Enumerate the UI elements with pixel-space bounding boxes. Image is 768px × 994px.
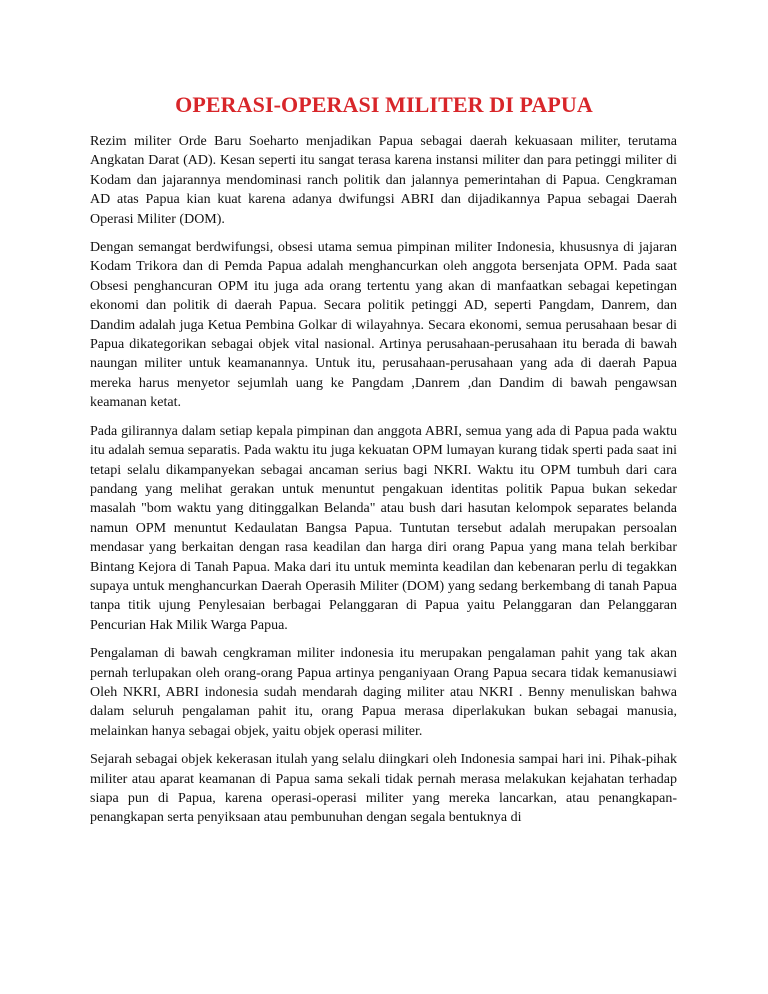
paragraph-3: Pada gilirannya dalam setiap kepala pimpinan dan anggota ABRI, semua yang ada di Papua pada waktu itu adalah semua separatis. Pada waktu itu juga kekuatan OPM lumayan kurang tidak sperti pada saat ini tetapi selalu dikampanyekan sebagai ancaman serius bagi NKRI. Waktu itu OPM tumbuh dari cara pandang yang melihat gerakan untuk menuntut pengakuan identitas politik Papua bukan sekedar masalah "bom waktu yang ditinggalkan Belanda" atau bush dari hasutan kelompok separates belanda namun OPM menuntut Kedaulatan Bangsa Papua. Tuntutan tersebut adalah merupakan persoalan mendasar yang berkaitan dengan rasa keadilan dan harga diri orang Papua yang mana telah berkibar Bintang Kejora di Tanah Papua. Maka dari itu untuk meminta keadilan dan kebenaran perlu di tegakkan supaya untuk menghancurkan Daerah Operasih Militer (DOM) yang sedang berkembang di tanah Papua tanpa titik ujung Penylesaian berbagai Pelanggaran di Papua yaitu Pelanggaran dan Pelanggaran Pencurian Hak Milik Warga Papua. [90,423,677,633]
paragraph-4: Pengalaman di bawah cengkraman militer indonesia itu merupakan pengalaman pahit yang tak akan pernah terlupakan oleh orang-orang Papua artinya penganiyaan Orang Papua secara tidak kemanusiawi Oleh NKRI, ABRI indonesia sudah mendarah daging militer atau NKRI . Benny menuliskan bahwa dalam seluruh pengalaman pahit itu, orang Papua merasa diperlakukan bukan sebagai manusia, melainkan hanya sebagai objek, yaitu objek operasi militer. [90,646,677,739]
document-body [90,132,677,837]
paragraph-1: Rezim militer Orde Baru Soeharto menjadikan Papua sebagai daerah kekuasaan militer, terutama Angkatan Darat (AD). Kesan seperti itu sangat terasa karena instansi militer dan para petinggi militer di Kodam dan jajarannya mendominasi ranch politik dan jalannya pemerintahan di Papua. Cengkraman AD atas Papua kian kuat karena adanya dwifungsi ABRI dan dijadikannya Papua sebagai Daerah Operasi Militer (DOM). [90,134,677,227]
paragraph-5: Sejarah sebagai objek kekerasan itulah yang selalu diingkari oleh Indonesia sampai hari ini. Pihak-pihak militer atau aparat keamanan di Papua sama sekali tidak pernah merasa melakukan kejahatan terhadap siapa pun di Papua, karena operasi-operasi militer yang mereka lancarkan, atau penangkapan-penangkapan serta penyiksaan atau pembunuhan dengan segala bentuknya di [90,752,677,826]
paragraph-2: Dengan semangat berdwifungsi, obsesi utama semua pimpinan militer Indonesia, khususnya di jajaran Kodam Trikora dan di Pemda Papua adalah menghancurkan oleh anggota bersenjata OPM. Pada saat Obsesi penghancuran OPM itu juga ada orang tertentu yang akan di manfaatkan sebagai kepetingan ekonomi dan politik di daerah Papua. Secara politik petinggi AD, seperti Pangdam, Danrem, dan Dandim adalah juga Ketua Pembina Golkar di wilayahnya. Secara ekonomi, semua perusahaan besar di Papua dikategorikan sebagai objek vital nasional. Artinya perusahaan-perusahaan itu berada di bawah naungan militer untuk keamanannya. Untuk itu, perusahaan-perusahaan yang ada di daerah Papua mereka harus menyetor sejumlah uang ke Pangdam ,Danrem ,dan Dandim di bawah pengawsan keamanan ketat. [90,240,677,411]
document-title: OPERASI-OPERASI MILITER DI PAPUA [175,92,593,117]
